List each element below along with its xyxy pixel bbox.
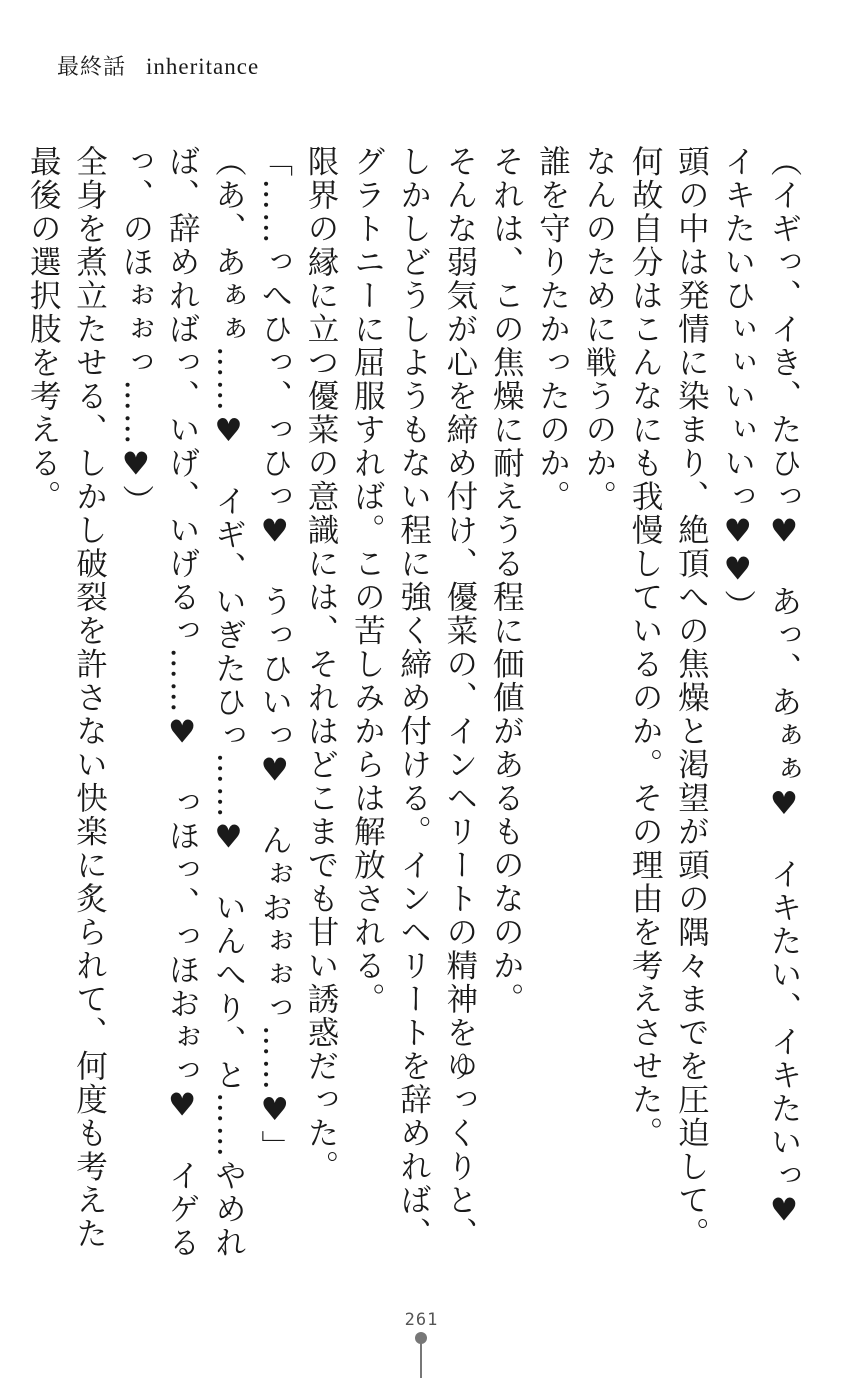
paragraph: 限界の縁に立つ優菜の意識には、それはどこまでも甘い誘惑だった。	[303, 145, 340, 1184]
page-number: 261	[404, 1310, 439, 1330]
paragraph: （イギっ、イき、たひっ♥ あっ、あぁぁ♥ イキたい、イキたいっ♥ イキたいひぃぃいぃいっ♥♥）	[719, 145, 802, 1264]
chapter-title: inheritance	[146, 54, 260, 79]
chapter-label: 最終話	[57, 55, 127, 80]
paragraph: そんな弱気が心を締め付け、優菜の、インヘリートの精神をゆっくりと、しかしどうしようもない程に強く締め付ける。インヘリートを辞めれば、グラトニーに屈服すれば。この苦しみからは解放される。	[349, 145, 478, 1251]
running-header	[57, 50, 259, 81]
paragraph: 全身を煮立たせる、しかし破裂を許さない快楽に炙られて、何度も考えた最後の選択肢を考える。	[25, 145, 108, 1251]
paragraph: 「……っへひっ、っひっ♥ うっひいっ♥ んぉおぉぉっ……♥」	[256, 145, 293, 1164]
paragraph: 頭の中は発情に染まり、絶頂への焦燥と渇望が頭の隅々までを圧迫して。	[673, 145, 710, 1251]
vertical-body-text	[25, 145, 807, 1280]
paragraph: （あ、あぁぁ……♥ イギ、いぎたひっ……♥ いんへり、と……やめれば、辞めればっ、いげ、いげるっ……♥ っほっ、っほおぉっ♥ イゲるっ、のほぉぉっ……♥）	[117, 145, 247, 1260]
paragraph: 誰を守りたかったのか。	[534, 145, 571, 514]
page-marker-stem	[420, 1342, 422, 1378]
paragraph: 何故自分はこんなにも我慢しているのか。その理由を考えさせた。	[627, 145, 664, 1150]
page-marker-icon	[415, 1332, 427, 1378]
paragraph: なんのために戦うのか。	[580, 145, 617, 514]
paragraph: それは、この焦燥に耐えうる程に価値があるものなのか。	[488, 145, 525, 1016]
